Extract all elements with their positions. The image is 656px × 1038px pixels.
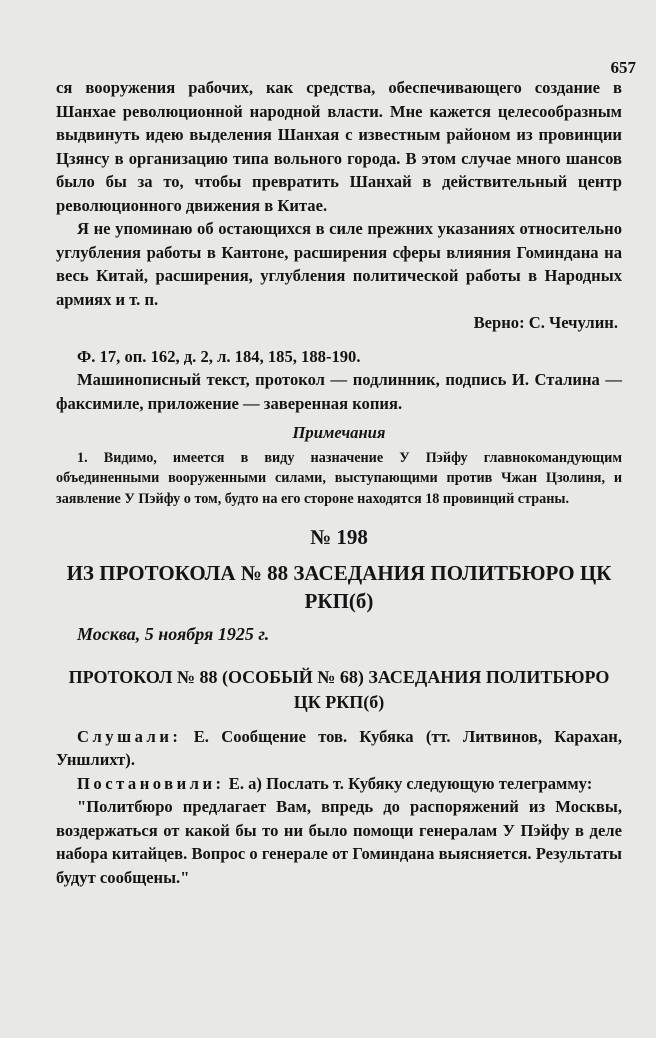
telegram-text: "Политбюро предлагает Вам, впредь до распоряжений из Москвы, воздержаться от какой бы то ни было помощи генералам У Пэйфу в деле набора китайцев. Вопрос о генерале от Гоминдана выясняется. Результаты будут сообщены." [56,797,622,887]
heard-label: Слушали: [77,726,182,746]
notes-title: Примечания [292,423,386,442]
heard-text: Е. Сообщение тов. Кубяка (тт. Литвинов, Карахан, Уншлихт). [56,726,622,769]
decided-text: Е. а) Послать т. Кубяку следующую телеграмму: [228,773,593,793]
archive-reference: Ф. 17, оп. 162, д. 2, л. 184, 185, 188-190. [77,346,361,366]
archive-description: Машинописный текст, протокол — подлинник, подпись И. Сталина — факсимиле, приложение — заверенная копия. [56,370,622,413]
note-item: 1. Видимо, имеется в виду назначение У Пэйфу главнокомандующим объединенными вооруженными силами, выступающими против Чжан Цзолиня, и заявление У Пэйфу о том, будто на его стороне находятся 18 провинций страны. [56,449,622,507]
heard-item [56,725,622,772]
body-paragraph-2: Я не упоминаю об остающихся в силе прежних указаниях относительно углубления работы в Кантоне, расширения сферы влияния Гоминдана на весь Китай, расширения, углубления политической работы в Народных армиях и т. п. [56,219,622,309]
protocol-title: ПРОТОКОЛ № 88 (ОСОБЫЙ № 68) ЗАСЕДАНИЯ ПОЛИТБЮРО ЦК РКП(б) [68,666,610,712]
body-paragraph-1: ся вооружения рабочих, как средства, обеспечивающего создание в Шанхае революционной народной власти. Мне кажется целесообразным выдвинуть идею выделения Шанхая с известным районом из провинции Цзянсу в организацию типа вольного города. В этом случае много шансов было бы за то, чтобы превратить Шанхай в действительный центр революционного движения в Китае. [56,78,622,215]
page-number: 657 [610,58,636,77]
verification-signature: Верно: С. Чечулин. [473,313,618,332]
document-title: ИЗ ПРОТОКОЛА № 88 ЗАСЕДАНИЯ ПОЛИТБЮРО ЦК РКП(б) [66,561,612,613]
decided-label: Постановили: [77,773,225,793]
page-content [56,76,622,889]
document-number: № 198 [310,525,368,549]
decided-item [56,772,622,796]
place-date: Москва, 5 ноября 1925 г. [77,624,270,644]
